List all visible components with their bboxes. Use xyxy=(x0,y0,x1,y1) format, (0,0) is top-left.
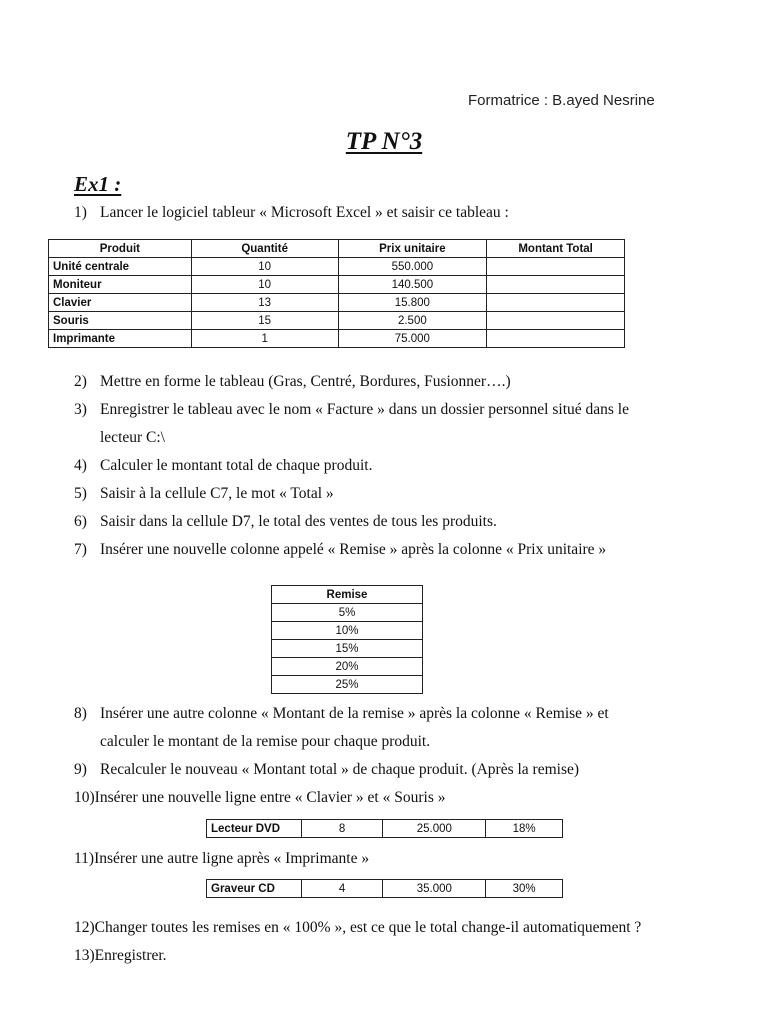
column-header: Produit xyxy=(49,240,192,258)
table-cell xyxy=(487,258,625,276)
item-text: Recalculer le nouveau « Montant total » de chaque produit. (Après la remise) xyxy=(100,761,580,778)
item-text: Insérer une nouvelle ligne entre « Clavier » et « Souris » xyxy=(94,789,446,806)
table-cell: 75.000 xyxy=(338,330,487,348)
table-row xyxy=(272,622,423,640)
table-cell: Lecteur DVD xyxy=(207,820,302,838)
table-row xyxy=(272,604,423,622)
instruction-item xyxy=(74,485,334,503)
table-cell: Unité centrale xyxy=(49,258,192,276)
item-text: Saisir à la cellule C7, le mot « Total » xyxy=(100,485,334,502)
table-row xyxy=(272,640,423,658)
instruction-item xyxy=(74,947,167,965)
table-cell: 8 xyxy=(301,820,383,838)
instruction-item xyxy=(74,541,606,559)
item-text: lecteur C:\ xyxy=(100,429,165,446)
table-cell: 550.000 xyxy=(338,258,487,276)
exercise-heading: Ex1 : xyxy=(74,172,122,196)
instruction-item xyxy=(74,457,372,475)
item-text: Enregistrer le tableau avec le nom « Facture » dans un dossier personnel situé dans le xyxy=(100,401,629,418)
instruction-item xyxy=(74,401,629,419)
table-cell: Moniteur xyxy=(49,276,192,294)
instruction-item xyxy=(74,429,165,447)
instruction-item xyxy=(74,789,445,807)
table-header-row xyxy=(49,240,625,258)
page-title xyxy=(0,128,768,156)
instruction-item xyxy=(74,761,579,779)
table-cell: 10 xyxy=(191,258,338,276)
table-cell: 35.000 xyxy=(383,880,486,898)
table-cell xyxy=(487,330,625,348)
item-number: 5) xyxy=(74,485,87,502)
product-table xyxy=(48,239,625,348)
table-cell: 25% xyxy=(272,676,423,694)
item-number: 7) xyxy=(74,541,87,558)
table-row xyxy=(49,258,625,276)
table-cell xyxy=(487,294,625,312)
item-text: Changer toutes les remises en « 100% », est ce que le total change-il automatiquement ? xyxy=(94,919,642,936)
item-number: 6) xyxy=(74,513,87,530)
table-row xyxy=(207,880,563,898)
table-cell: 20% xyxy=(272,658,423,676)
table-cell: 18% xyxy=(486,820,563,838)
table-row xyxy=(49,330,625,348)
table-cell: 4 xyxy=(301,880,383,898)
instruction-item xyxy=(74,373,511,391)
table-row xyxy=(272,658,423,676)
table-cell: Clavier xyxy=(49,294,192,312)
table-cell: 10 xyxy=(191,276,338,294)
item-text: Saisir dans la cellule D7, le total des ventes de tous les produits. xyxy=(100,513,497,530)
item-number: 11) xyxy=(74,850,95,867)
item-number: 13) xyxy=(74,947,95,964)
table-cell: Graveur CD xyxy=(207,880,302,898)
table-cell: 5% xyxy=(272,604,423,622)
item-text: Insérer une autre colonne « Montant de la remise » après la colonne « Remise » et xyxy=(100,705,609,722)
column-header: Remise xyxy=(272,586,423,604)
item-text: calculer le montant de la remise pour chaque produit. xyxy=(100,733,431,750)
item-number: 10) xyxy=(74,789,95,806)
item-text: Insérer une autre ligne après « Imprimante » xyxy=(94,850,370,867)
instruction-item xyxy=(74,850,369,868)
table-row xyxy=(49,294,625,312)
trainer-name: Formatrice : B.ayed Nesrine xyxy=(468,92,655,109)
table-row xyxy=(49,276,625,294)
item-text: Calculer le montant total de chaque produit. xyxy=(100,457,373,474)
table-cell: 1 xyxy=(191,330,338,348)
table-row xyxy=(49,312,625,330)
instruction-item xyxy=(74,919,641,937)
title-text: TP N°3 xyxy=(345,128,423,155)
table-cell: 13 xyxy=(191,294,338,312)
item-text: Lancer le logiciel tableur « Microsoft Excel » et saisir ce tableau : xyxy=(100,204,509,221)
table-cell: 10% xyxy=(272,622,423,640)
table-header-row xyxy=(272,586,423,604)
item-number: 12) xyxy=(74,919,95,936)
instruction-item xyxy=(74,513,497,531)
item-number: 2) xyxy=(74,373,87,390)
table-row xyxy=(207,820,563,838)
table-row xyxy=(272,676,423,694)
table-cell: 15.800 xyxy=(338,294,487,312)
table-cell: Souris xyxy=(49,312,192,330)
table-cell: 30% xyxy=(486,880,563,898)
item-number: 8) xyxy=(74,705,87,722)
remise-table xyxy=(271,585,423,694)
item-number: 3) xyxy=(74,401,87,418)
table-cell xyxy=(487,276,625,294)
item-number: 1) xyxy=(74,204,87,221)
column-header: Prix unitaire xyxy=(338,240,487,258)
item-text: Insérer une nouvelle colonne appelé « Remise » après la colonne « Prix unitaire » xyxy=(100,541,607,558)
table-cell: 15 xyxy=(191,312,338,330)
table-cell: Imprimante xyxy=(49,330,192,348)
table-cell: 25.000 xyxy=(383,820,486,838)
item-number: 4) xyxy=(74,457,87,474)
item-text: Enregistrer. xyxy=(94,947,167,964)
column-header: Montant Total xyxy=(487,240,625,258)
instruction-item xyxy=(74,705,609,723)
table-cell: 2.500 xyxy=(338,312,487,330)
dvd-row-table xyxy=(206,819,563,838)
item-number: 9) xyxy=(74,761,87,778)
column-header: Quantité xyxy=(191,240,338,258)
graveur-row-table xyxy=(206,879,563,898)
instruction-item xyxy=(74,204,509,222)
table-cell: 15% xyxy=(272,640,423,658)
instruction-item xyxy=(74,733,430,751)
item-text: Mettre en forme le tableau (Gras, Centré, Bordures, Fusionner….) xyxy=(100,373,511,390)
table-cell: 140.500 xyxy=(338,276,487,294)
table-cell xyxy=(487,312,625,330)
